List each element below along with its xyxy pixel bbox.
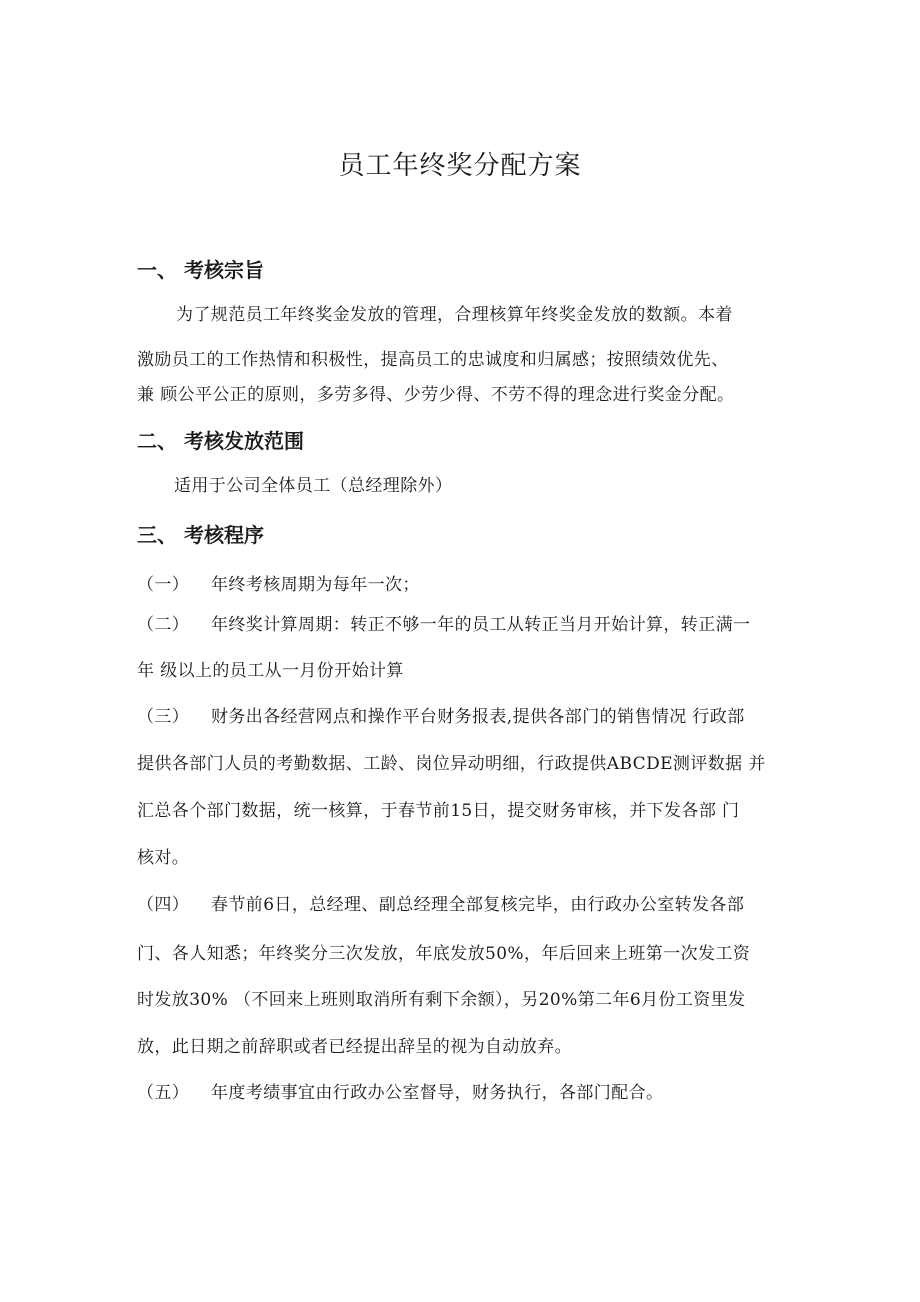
list-item [137, 570, 420, 595]
paragraph-line: 兼 顾公平公正的原则，多劳多得、少劳少得、不劳不得的理念进行奖金分配。 [137, 385, 735, 405]
list-item-continuation: 门、各人知悉；年终奖分三次发放，年底发放50%，年后回来上班第一次发工资 [137, 944, 751, 964]
list-marker: （五） [137, 1083, 190, 1103]
paragraph-line: 激励员工的工作热情和积极性，提高员工的忠诚度和归属感；按照绩效优先、 [137, 350, 729, 370]
list-marker: （三） [137, 707, 190, 727]
section-heading-purpose: 一、 考核宗旨 [137, 258, 264, 282]
list-item-continuation: 时发放30% （不回来上班则取消所有剩下余额），另20%第二年6月份工资里发 [137, 990, 746, 1010]
list-marker: （四） [137, 895, 190, 915]
list-item-text: 春节前6日，总经理、副总经理全部复核完毕，由行政办公室转发各部 [211, 895, 745, 915]
list-item-continuation: 提供各部门人员的考勤数据、工龄、岗位异动明细，行政提供ABCDE测评数据 并 [137, 754, 766, 774]
list-marker: （一） [137, 575, 190, 595]
list-item-text: 年度考绩事宜由行政办公室督导，财务执行，各部门配合。 [211, 1083, 664, 1103]
list-item [137, 610, 750, 635]
list-item-text: 年终奖计算周期：转正不够一年的员工从转正当月开始计算，转正满一 [211, 615, 751, 635]
list-item [137, 1078, 663, 1103]
section-heading-scope: 二、 考核发放范围 [137, 429, 304, 453]
section-heading-procedure: 三、 考核程序 [137, 523, 264, 547]
list-item-text: 年终考核周期为每年一次； [211, 575, 420, 595]
list-item [137, 890, 744, 915]
list-item-text: 财务出各经营网点和操作平台财务报表,提供各部门的销售情况 行政部 [211, 707, 745, 727]
paragraph-line: 为了规范员工年终奖金发放的管理，合理核算年终奖金发放的数额。本着 [176, 305, 733, 325]
list-item-continuation: 放，此日期之前辞职或者已经提出辞呈的视为自动放弃。 [137, 1037, 572, 1057]
list-item-continuation: 核对。 [137, 848, 190, 868]
list-item [137, 702, 745, 727]
list-item-continuation: 年 级以上的员工从一月份开始计算 [137, 661, 404, 681]
list-item-continuation: 汇总各个部门数据，统一核算，于春节前15日，提交财务审核，并下发各部 门 [137, 801, 740, 821]
paragraph-line: 适用于公司全体员工（总经理除外） [174, 476, 453, 496]
list-marker: （二） [137, 615, 190, 635]
document-title: 员工年终奖分配方案 [338, 151, 582, 181]
